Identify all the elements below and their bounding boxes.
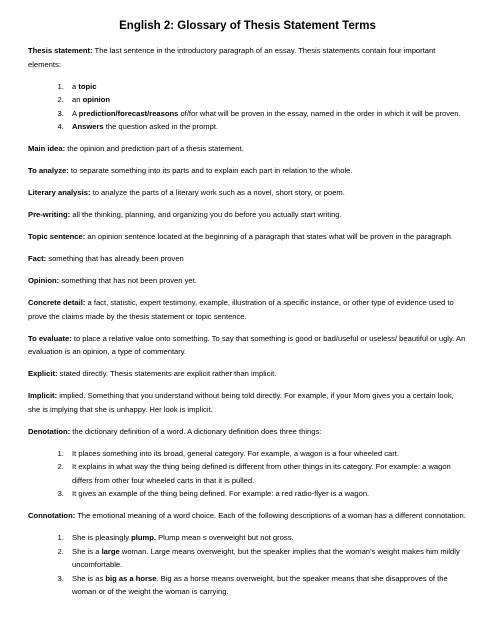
term-label: Fact:	[28, 254, 47, 263]
term-label: To analyze:	[28, 166, 69, 175]
term-definition: to place a relative value onto something. To say that something is good or bad/useful or useless/ beautiful or ugly. An evaluation is an opinion, a type of commentary.	[28, 333, 466, 356]
term-label: Concrete detail:	[28, 298, 86, 307]
entry-explicit	[28, 367, 467, 381]
entry-pre-writing	[28, 208, 467, 222]
term-definition: to analyze the parts of a literary work such as a novel, short story, or poem.	[90, 188, 345, 197]
term-label: Topic sentence:	[28, 232, 86, 241]
list-item: 1. a topic	[66, 80, 467, 94]
entry-literary-analysis	[28, 186, 467, 200]
term-definition: the dictionary definition of a word. A dictionary definition does three things:	[70, 426, 322, 436]
term-label: To evaluate:	[28, 333, 72, 343]
list-item: 1. It places something into its broad, general category. For example, a wagon is a four wheeled cart.	[66, 447, 467, 461]
entry-denotation	[28, 425, 467, 439]
term-label: Opinion:	[28, 276, 60, 285]
term-definition: a fact, statistic, expert testimony, example, illustration of a specific instance, or other type of evidence used to prove the claims made by the thesis statement or topic sentence.	[28, 298, 454, 321]
entry-topic-sentence	[28, 230, 467, 244]
term-definition: an opinion sentence located at the beginning of a paragraph that states what will be proven in the paragraph.	[85, 232, 453, 241]
list-item: 1. She is pleasingly plump. Plump mean s overweight but not gross.	[66, 531, 467, 545]
entry-concrete-detail	[28, 296, 467, 323]
term-label: Main idea:	[28, 144, 66, 153]
term-definition: stated directly. Thesis statements are explicit rather than implicit.	[57, 369, 277, 378]
term-label: Thesis statement:	[28, 46, 93, 55]
term-definition: to separate something into its parts and to explain each part in relation to the whole.	[68, 166, 353, 175]
term-definition: the opinion and prediction part of a thesis statement.	[65, 144, 244, 153]
term-definition: all the thinking, planning, and organizing you do before you actually start writing.	[70, 210, 342, 219]
entry-connotation	[28, 509, 467, 523]
list-item: 2. an opinion	[66, 93, 467, 107]
entry-opinion	[28, 274, 467, 288]
entry-fact	[28, 252, 467, 266]
document-title: English 2: Glossary of Thesis Statement Terms	[119, 20, 376, 32]
term-label: Literary analysis:	[28, 188, 91, 197]
list-item: 3. A prediction/forecast/reasons of/for what will be proven in the essay, named in the order in which it will be proven.	[66, 107, 467, 121]
entry-implicit	[28, 389, 467, 416]
entry-thesis-statement	[28, 44, 467, 71]
list-item: 4. Answers the question asked in the prompt.	[66, 120, 467, 134]
connotation-list	[28, 531, 467, 599]
term-definition: The last sentence in the introductory paragraph of an essay. Thesis statements contain four important elements:	[28, 46, 436, 69]
term-label: Explicit:	[28, 369, 58, 378]
term-label: Implicit:	[28, 391, 58, 400]
term-definition: implied. Something that you understand without being told directly. For example, if your Mom gives you a certain look, she is implying that she is unhappy. Her look is implicit.	[28, 391, 454, 414]
term-definition: something that has already been proven	[46, 254, 184, 263]
entry-to-evaluate	[28, 332, 467, 359]
term-definition: something that has not been proven yet.	[59, 276, 197, 285]
list-item: 3. She is as big as a horse. Big as a horse means overweight, but the speaker means that she disapproves of the woman or of the weight the woman is carrying.	[66, 572, 467, 599]
denotation-list	[28, 447, 467, 501]
term-label: Connotation:	[28, 511, 76, 520]
list-item: 2. It explains in what way the thing being defined is different from other things in its category. For example: a wagon differs from other four wheeled carts in that it is pulled.	[66, 460, 467, 487]
list-item: 3. It gives an example of the thing being defined. For example: a red radio-flyer is a wagon.	[66, 487, 467, 501]
entry-to-analyze	[28, 164, 467, 178]
term-label: Pre-writing:	[28, 210, 71, 219]
thesis-elements-list	[28, 80, 467, 134]
list-item: 2. She is a large woman. Large means overweight, but the speaker implies that the woman’s weight makes him mildly uncomfortable.	[66, 545, 467, 572]
entry-main-idea	[28, 142, 467, 156]
term-definition: The emotional meaning of a word choice. Each of the following descriptions of a woman has a different connotation.	[75, 511, 466, 520]
term-label: Denotation:	[28, 426, 71, 436]
